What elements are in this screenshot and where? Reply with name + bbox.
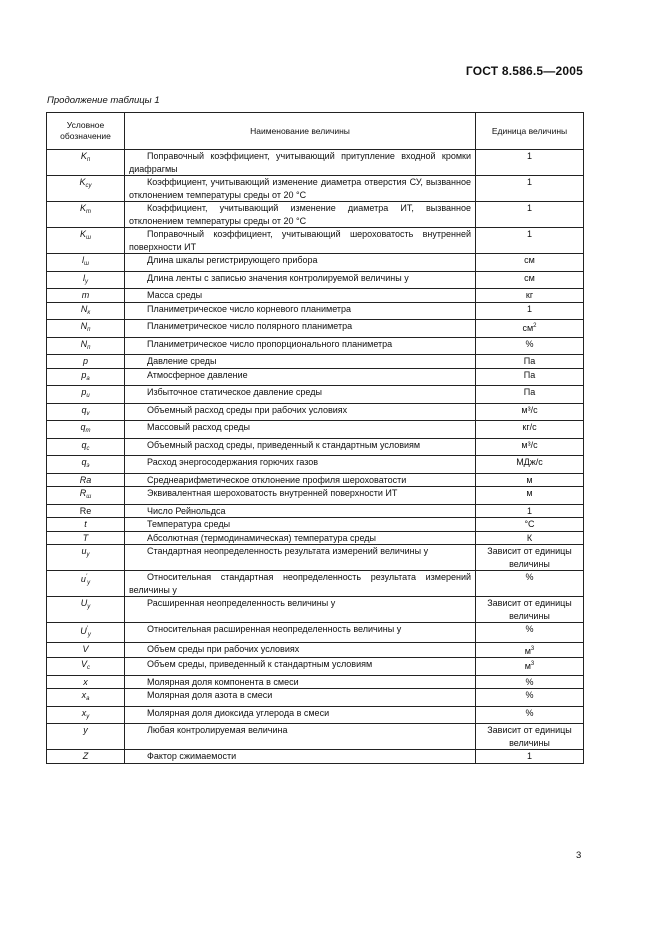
unit-text: 1 — [526, 303, 532, 314]
unit-text: Па — [523, 356, 536, 366]
symbol-cell — [47, 337, 125, 355]
symbol-cell — [47, 271, 125, 289]
table-row — [47, 456, 584, 474]
unit-text: 1 — [526, 203, 532, 213]
symbol-letter: K — [80, 151, 87, 161]
table-row — [47, 571, 584, 597]
symbol-cell — [47, 403, 125, 421]
quantity-name-cell: Планиметрическое число полярного планиметра — [125, 320, 476, 338]
quantity-name-cell: Объемный расход среды, приведенный к стандартным условиям — [125, 438, 476, 456]
symbol-letter: l — [83, 272, 85, 283]
symbol-cell — [47, 724, 125, 750]
symbol-cell — [47, 320, 125, 338]
quantity-name-cell: Расширенная неопределенность величины y — [125, 597, 476, 623]
symbol-letter: N — [80, 321, 88, 331]
quantity-name-cell: Объемный расход среды при рабочих условиях — [125, 403, 476, 421]
table-row — [47, 403, 584, 421]
symbol-cell — [47, 623, 125, 643]
table-row — [47, 642, 584, 658]
symbol-cell — [47, 689, 125, 707]
symbol-letter: N — [80, 303, 88, 314]
unit-cell — [476, 438, 584, 456]
unit-cell — [476, 675, 584, 689]
symbol-subscript: c — [87, 665, 90, 671]
quantity-name-cell: Относительная расширенная неопределенность величины y — [125, 623, 476, 643]
table-row — [47, 504, 584, 518]
unit-text: 1 — [526, 177, 532, 187]
unit-cell — [476, 254, 584, 272]
unit-cell — [476, 658, 584, 676]
unit-cell — [476, 504, 584, 518]
symbol-letter: K — [79, 203, 86, 213]
table-row — [47, 724, 584, 750]
unit-cell — [476, 642, 584, 658]
symbol-cell — [47, 150, 125, 176]
unit-cell — [476, 337, 584, 355]
table-row — [47, 518, 584, 532]
quantity-name-cell: Поправочный коэффициент, учитывающий шероховатость внутренней поверхности ИТ — [125, 228, 476, 254]
unit-cell — [476, 368, 584, 386]
unit-text: см — [524, 272, 535, 283]
table-row — [47, 623, 584, 643]
unit-text: м³/с — [521, 404, 538, 415]
symbol-letter: y — [83, 725, 88, 735]
quantity-name-cell: Расход энергосодержания горючих газов — [125, 456, 476, 474]
unit-superscript: 3 — [530, 661, 535, 667]
symbol-letter: q — [81, 439, 87, 450]
unit-cell — [476, 706, 584, 724]
unit-text: кг — [525, 290, 534, 300]
unit-text: см — [524, 255, 535, 265]
symbol-cell — [47, 228, 125, 254]
symbol-cell — [47, 473, 125, 487]
unit-text: Зависит от единицы величины — [487, 598, 572, 621]
table-row — [47, 202, 584, 228]
table-row — [47, 421, 584, 439]
symbol-letter: U — [80, 626, 87, 636]
unit-text: 1 — [526, 151, 532, 161]
table-row — [47, 302, 584, 320]
unit-cell — [476, 386, 584, 404]
quantity-name-cell: Длина ленты с записью значения контролируемой величины y — [125, 271, 476, 289]
table-row — [47, 689, 584, 707]
unit-cell — [476, 750, 584, 764]
table-row — [47, 545, 584, 571]
unit-cell — [476, 403, 584, 421]
symbol-subscript: y — [87, 604, 91, 610]
symbol-letter: p — [81, 369, 87, 380]
unit-cell — [476, 228, 584, 254]
symbol-subscript: ш — [86, 494, 92, 500]
unit-cell — [476, 473, 584, 487]
symbol-cell — [47, 438, 125, 456]
symbol-letter: l — [82, 255, 84, 265]
symbol-cell — [47, 176, 125, 202]
symbol-subscript: a — [86, 696, 90, 702]
symbol-cell — [47, 421, 125, 439]
symbol-cell — [47, 368, 125, 386]
unit-cell — [476, 176, 584, 202]
symbol-cell — [47, 202, 125, 228]
unit-text: % — [525, 690, 534, 700]
table-row — [47, 487, 584, 505]
symbol-letter: V — [80, 659, 87, 669]
table-row — [47, 337, 584, 355]
symbol-superscript: ′ — [85, 574, 88, 580]
symbol-letter: q — [80, 422, 86, 432]
table-row — [47, 438, 584, 456]
symbol-letter: V — [82, 643, 89, 654]
table-header-row — [47, 113, 584, 150]
symbol-letter: U — [80, 598, 88, 608]
unit-superscript: 3 — [530, 645, 535, 652]
symbol-cell — [47, 456, 125, 474]
symbol-subscript: т — [86, 209, 91, 215]
symbol-subscript: y — [87, 632, 91, 638]
unit-cell — [476, 571, 584, 597]
symbol-subscript: m — [85, 428, 91, 434]
quantity-name-cell: Среднеарифметическое отклонение профиля шероховатости — [125, 473, 476, 487]
symbol-letter: u — [81, 546, 87, 556]
symbol-cell — [47, 658, 125, 676]
quantity-name-cell: Давление среды — [125, 355, 476, 369]
table-row — [47, 706, 584, 724]
quantity-name-cell: Число Рейнольдса — [125, 504, 476, 518]
unit-cell — [476, 689, 584, 707]
table-row — [47, 355, 584, 369]
unit-cell — [476, 271, 584, 289]
unit-text: °С — [524, 519, 535, 529]
symbol-subscript: y — [86, 552, 90, 558]
quantity-name-cell: Фактор сжимаемости — [125, 750, 476, 764]
unit-text: м — [526, 488, 533, 498]
unit-cell — [476, 302, 584, 320]
symbol-superscript: ′ — [86, 626, 88, 632]
table-row — [47, 176, 584, 202]
table-row — [47, 386, 584, 404]
symbol-cell — [47, 504, 125, 518]
unit-text: Зависит от единицы величины — [487, 546, 572, 569]
symbol-cell — [47, 545, 125, 571]
unit-text: Па — [523, 369, 536, 380]
symbols-table — [46, 112, 584, 764]
header-name: Наименование величины — [125, 113, 476, 150]
quantity-name-cell: Длина шкалы регистрирующего прибора — [125, 254, 476, 272]
quantity-name-cell: Массовый расход среды — [125, 421, 476, 439]
symbol-subscript: c — [86, 445, 90, 452]
header-symbol: Условное обозначение — [47, 113, 125, 150]
symbol-cell — [47, 675, 125, 689]
symbol-subscript: ш — [84, 261, 89, 267]
symbol-cell — [47, 289, 125, 303]
quantity-name-cell: Любая контролируемая величина — [125, 724, 476, 750]
unit-text: м³/с — [521, 439, 538, 450]
symbol-cell — [47, 487, 125, 505]
unit-text: % — [525, 624, 534, 634]
unit-cell — [476, 421, 584, 439]
symbol-letter: x — [83, 676, 88, 687]
quantity-name-cell: Стандартная неопределенность результата измерений величины y — [125, 545, 476, 571]
symbol-letter: p — [81, 387, 87, 397]
table-row — [47, 750, 584, 764]
quantity-name-cell: Планиметрическое число корневого планиметра — [125, 302, 476, 320]
symbol-subscript: ш — [86, 235, 91, 241]
unit-text: Зависит от единицы величины — [487, 725, 572, 748]
unit-cell — [476, 289, 584, 303]
symbol-letter: R — [79, 488, 87, 498]
symbol-letter: p — [82, 356, 88, 366]
quantity-name-cell: Атмосферное давление — [125, 368, 476, 386]
unit-cell — [476, 320, 584, 338]
quantity-name-cell: Коэффициент, учитывающий изменение диаметра ИТ, вызванное отклонением температуры среды от 20 °С — [125, 202, 476, 228]
symbol-cell — [47, 571, 125, 597]
symbol-subscript: y — [86, 713, 90, 720]
unit-superscript: 2 — [533, 323, 537, 329]
quantity-name-cell: Объем среды, приведенный к стандартным условиям — [125, 658, 476, 676]
quantity-name-cell: Молярная доля диоксида углерода в смеси — [125, 706, 476, 724]
document-id: ГОСТ 8.586.5—2005 — [465, 64, 583, 78]
quantity-name-cell: Объем среды при рабочих условиях — [125, 642, 476, 658]
symbol-letter: K — [80, 229, 87, 239]
unit-text: Па — [523, 387, 536, 397]
unit-text: кг/с — [522, 422, 537, 432]
symbol-subscript: п — [87, 327, 91, 333]
symbol-cell — [47, 597, 125, 623]
quantity-name-cell: Коэффициент, учитывающий изменение диаметра отверстия СУ, вызванное отклонением температуры среды от 20 °С — [125, 176, 476, 202]
quantity-name-cell: Поправочный коэффициент, учитывающий притупление входной кромки диафрагмы — [125, 150, 476, 176]
symbol-subscript: п — [87, 344, 91, 351]
table-row — [47, 473, 584, 487]
unit-cell — [476, 150, 584, 176]
table-row — [47, 531, 584, 545]
unit-text: % — [525, 707, 534, 718]
table-row — [47, 597, 584, 623]
table-row — [47, 368, 584, 386]
symbol-cell — [47, 302, 125, 320]
symbol-cell — [47, 531, 125, 545]
unit-cell — [476, 531, 584, 545]
unit-cell — [476, 623, 584, 643]
symbol-subscript: су — [85, 183, 92, 189]
table-row — [47, 271, 584, 289]
symbol-cell — [47, 518, 125, 532]
quantity-name-cell: Молярная доля азота в смеси — [125, 689, 476, 707]
symbol-subscript: э — [86, 463, 90, 469]
unit-text: м — [524, 645, 531, 656]
unit-cell — [476, 518, 584, 532]
symbol-subscript: v — [86, 410, 90, 417]
unit-text: м — [526, 474, 533, 485]
symbol-subscript: а — [86, 375, 90, 382]
unit-text: % — [525, 572, 534, 582]
table-row — [47, 289, 584, 303]
unit-text: 1 — [526, 229, 532, 239]
unit-cell — [476, 202, 584, 228]
symbol-letter: N — [80, 338, 88, 349]
quantity-name-cell: Относительная стандартная неопределенность результата измерений величины y — [125, 571, 476, 597]
unit-cell — [476, 487, 584, 505]
symbol-letter: K — [79, 177, 86, 187]
symbol-cell — [47, 386, 125, 404]
quantity-name-cell: Планиметрическое число пропорционального планиметра — [125, 337, 476, 355]
unit-cell — [476, 456, 584, 474]
symbol-letter: t — [84, 519, 87, 529]
table-row — [47, 658, 584, 676]
symbol-cell — [47, 642, 125, 658]
symbol-letter: x — [81, 690, 87, 700]
symbol-cell — [47, 750, 125, 764]
table-continuation-caption: Продолжение таблицы 1 — [47, 95, 160, 106]
symbol-letter: Z — [82, 751, 89, 761]
symbol-letter: u — [80, 574, 86, 584]
table-row — [47, 150, 584, 176]
symbol-subscript: y — [87, 580, 91, 586]
symbol-cell — [47, 706, 125, 724]
unit-text: % — [525, 676, 534, 687]
unit-cell — [476, 597, 584, 623]
table-row — [47, 675, 584, 689]
quantity-name-cell: Масса среды — [125, 289, 476, 303]
unit-text: % — [525, 338, 534, 349]
symbol-cell — [47, 355, 125, 369]
table-row — [47, 228, 584, 254]
unit-text: 1 — [526, 751, 532, 761]
symbol-subscript: и — [86, 393, 90, 399]
quantity-name-cell: Абсолютная (термодинамическая) температура среды — [125, 531, 476, 545]
symbol-subscript: y — [85, 278, 88, 285]
symbol-subscript: п — [86, 157, 91, 163]
unit-text: МДж/с — [516, 457, 543, 467]
unit-text: см — [522, 323, 534, 333]
symbol-subscript: к — [87, 309, 91, 316]
unit-text: м — [524, 661, 531, 671]
table-row — [47, 254, 584, 272]
symbol-letter: x — [81, 707, 87, 718]
symbol-letter: Ra — [79, 474, 92, 485]
unit-text: 1 — [526, 505, 532, 516]
symbol-letter: m — [81, 290, 90, 300]
symbol-cell — [47, 254, 125, 272]
unit-cell — [476, 724, 584, 750]
header-unit: Единица величины — [476, 113, 584, 150]
unit-text: К — [526, 532, 533, 543]
symbol-letter: T — [82, 532, 89, 543]
quantity-name-cell: Молярная доля компонента в смеси — [125, 675, 476, 689]
unit-cell — [476, 545, 584, 571]
quantity-name-cell: Эквивалентная шероховатость внутренней поверхности ИТ — [125, 487, 476, 505]
unit-cell — [476, 355, 584, 369]
page-number: 3 — [576, 850, 582, 861]
symbol-letter: q — [81, 404, 87, 415]
symbol-letter: Re — [79, 505, 92, 516]
quantity-name-cell: Избыточное статическое давление среды — [125, 386, 476, 404]
quantity-name-cell: Температура среды — [125, 518, 476, 532]
table-row — [47, 320, 584, 338]
symbol-letter: q — [81, 457, 87, 467]
